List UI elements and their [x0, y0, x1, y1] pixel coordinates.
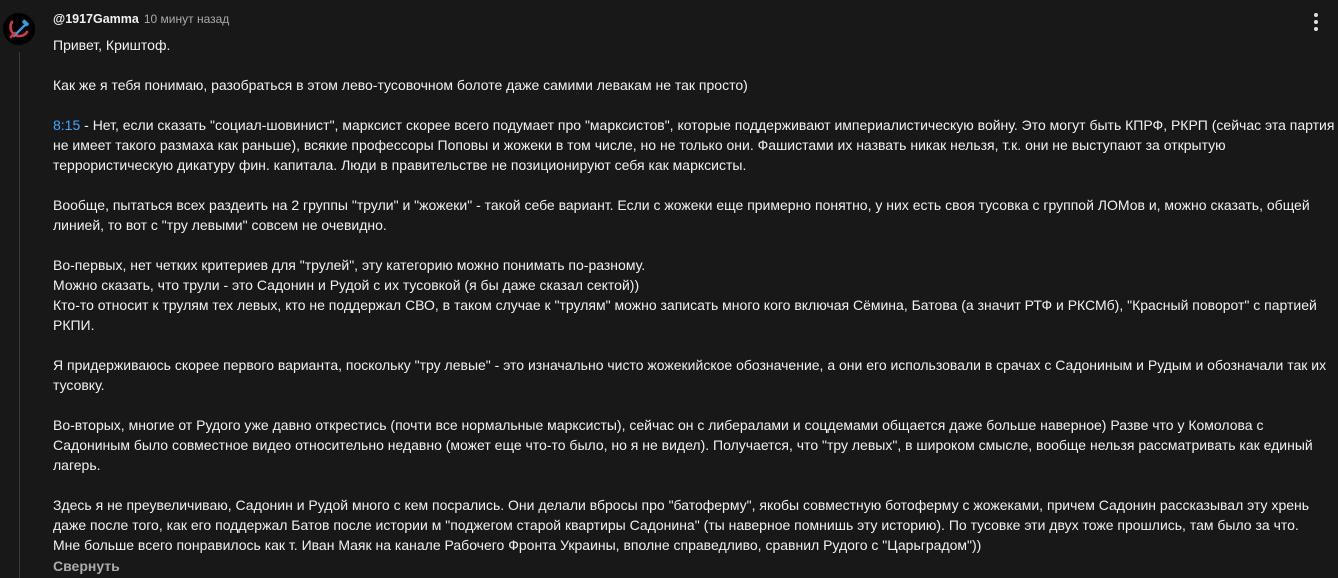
comment-header	[53, 12, 1303, 30]
author-name[interactable]: @1917Gamma	[53, 12, 139, 26]
paragraph: Здесь я не преувеличиваю, Садонин и Рудой много с кем посрались. Они делали вбросы про "батоферму", якобы совместную ботоферму с жожеками, причем Садонин рассказывал эту хрень даже после того, как его поддержал Батов после истории м "поджегом старой квартиры Садонина" (ты наверное помнишь эту историю). По тусовке эти двух тоже прошлись, там было за что. Мне больше всего понравилось как т. Иван Маяк на канале Рабочего Фронта Украины, вполне справедливо, сравнил Рудого с "Царьградом"))	[53, 497, 1310, 553]
collapse-button[interactable]: Свернуть	[53, 558, 120, 574]
more-vertical-icon-dot	[1314, 27, 1318, 31]
paragraph: - Нет, если сказать "социал-шовинист", марксист скорее всего подумает про "марксистов", которые поддерживают империалистическую войну. Это могут быть КПРФ, РКРП (сейчас эта партия не имеет такого размаха как раньше), всякие профессоры Поповы и жожеки в том числе, но не только они. Фашистами их назвать никак нельзя, т.к. они не выступают за открытую террористическую дикатуру фин. капитала. Люди в правительстве не позиционируют себя как марксисты.	[53, 117, 1338, 173]
hammer-sickle-icon	[3, 13, 35, 45]
author-avatar[interactable]	[3, 13, 35, 45]
more-vertical-icon-dot	[1314, 13, 1318, 17]
thread-line	[19, 52, 20, 578]
paragraph: Во-первых, нет четких критериев для "трулей", эту категорию можно понимать по-разному. Можно сказать, что трули - это Садонин и Рудой с их тусовкой (я бы даже сказал сектой)) Кто-то относит к трулям тех левых, кто не поддержал СВО, в таком случае к "трулям" можно записать много кого включая Сёмина, Батова (а значит РТФ и РКСМб), "Красный поворот" с партией РКПИ.	[53, 257, 1317, 333]
paragraph: Я придерживаюсь скорее первого варианта, поскольку "тру левые" - это изначально чисто жожекийское обозначение, а они его использовали в срачах с Садониным и Рудым и обозначали так их тусовку.	[53, 357, 1330, 393]
more-options-button[interactable]	[1304, 10, 1328, 34]
comment-time[interactable]: 10 минут назад	[143, 12, 230, 26]
comment	[53, 12, 1338, 555]
video-timestamp-link[interactable]: 8:15	[53, 117, 81, 133]
paragraph-greeting: Привет, Криштоф.	[53, 37, 171, 53]
comment-text	[53, 35, 1338, 555]
paragraph: Во-вторых, многие от Рудого уже давно открестись (почти все нормальные марксисты), сейчас он с либералами и соцдемами общается даже больше наверное) Разве что у Комолова с Садониным было совместное видео относительно недавно (может еще что-то было, но я не видел). Получается, что "тру левых", в широком смысле, вообще нельзя рассматривать как единый лагерь.	[53, 417, 1317, 473]
paragraph: Вообще, пытаться всех раздеить на 2 группы "трули" и "жожеки" - такой себе вариант. Если с жожеки еще примерно понятно, у них есть своя тусовка с группой ЛОМов и, можно сказать, общей линией, то вот с "тру левыми" совсем не очевидно.	[53, 197, 1314, 233]
paragraph: Как же я тебя понимаю, разобраться в этом лево-тусовочном болоте даже самими левакам не так просто)	[53, 77, 748, 93]
more-vertical-icon-dot	[1314, 20, 1318, 24]
